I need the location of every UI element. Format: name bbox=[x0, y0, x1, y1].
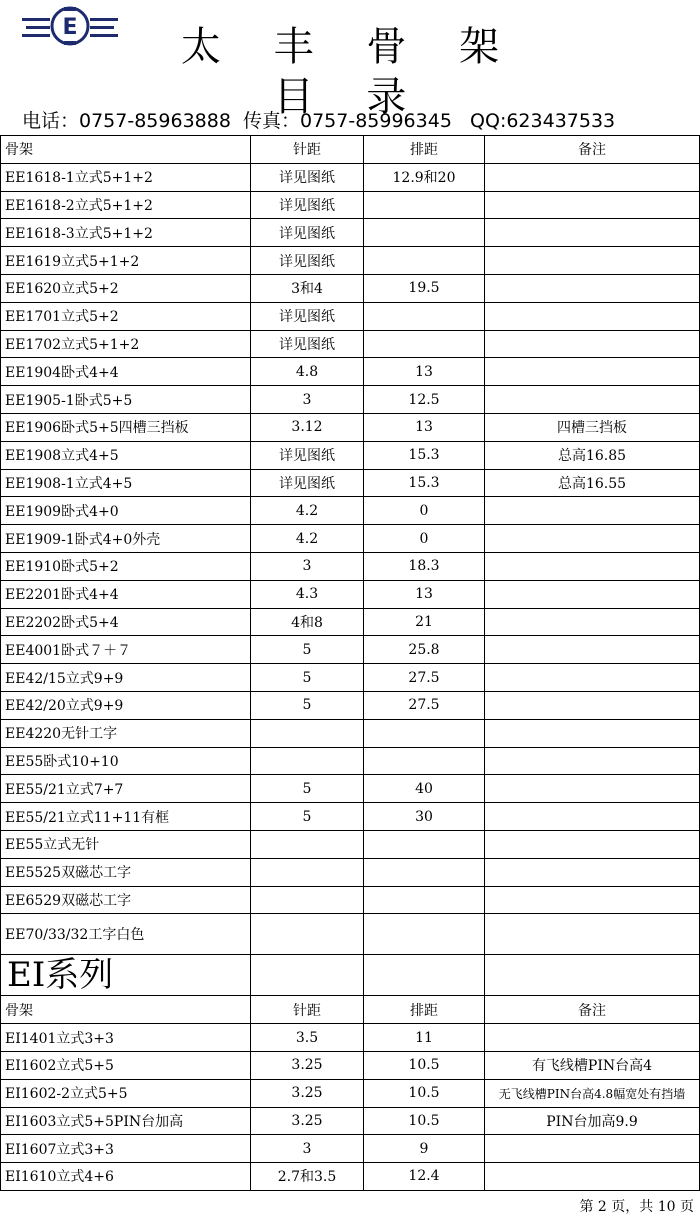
table-cell: 25.8 bbox=[364, 636, 485, 664]
table-cell: EI1401立式3+3 bbox=[1, 1024, 251, 1052]
table-cell: EE55立式无针 bbox=[1, 830, 251, 858]
table-cell: EI1610立式4+6 bbox=[1, 1163, 251, 1191]
table-row bbox=[1, 469, 700, 497]
logo-letter: E bbox=[62, 15, 78, 40]
table-cell: 12.4 bbox=[364, 1163, 485, 1191]
table-cell: 3和4 bbox=[251, 274, 364, 302]
table-cell: EE2202卧式5+4 bbox=[1, 608, 251, 636]
table-cell: 3 bbox=[251, 386, 364, 414]
table-row bbox=[1, 330, 700, 358]
table-cell: EE1701立式5+2 bbox=[1, 302, 251, 330]
table-cell: EE1618-1立式5+1+2 bbox=[1, 163, 251, 191]
section-row bbox=[1, 955, 700, 996]
table-cell: 9 bbox=[364, 1135, 485, 1163]
table-cell: EE1620立式5+2 bbox=[1, 274, 251, 302]
table-cell bbox=[364, 830, 485, 858]
table-cell bbox=[485, 247, 700, 275]
table-cell bbox=[485, 163, 700, 191]
table-cell: 0 bbox=[364, 497, 485, 525]
table-row bbox=[1, 1051, 700, 1079]
table-row bbox=[1, 274, 700, 302]
table-row bbox=[1, 747, 700, 775]
table-cell bbox=[251, 914, 364, 955]
table-cell: EE1904卧式4+4 bbox=[1, 358, 251, 386]
column-header-row-pitch: 排距 bbox=[364, 996, 485, 1024]
table-cell bbox=[485, 1024, 700, 1052]
table-cell: 11 bbox=[364, 1024, 485, 1052]
table-row bbox=[1, 191, 700, 219]
table-cell: 13 bbox=[364, 580, 485, 608]
table-cell bbox=[364, 747, 485, 775]
table-cell bbox=[485, 886, 700, 914]
table-row bbox=[1, 691, 700, 719]
column-header-remarks: 备注 bbox=[485, 996, 700, 1024]
table-cell bbox=[364, 858, 485, 886]
table-cell bbox=[251, 886, 364, 914]
table-cell bbox=[485, 608, 700, 636]
table-cell: 3.12 bbox=[251, 413, 364, 441]
table-cell: EE1910卧式5+2 bbox=[1, 552, 251, 580]
table-cell: 4.3 bbox=[251, 580, 364, 608]
table-cell bbox=[485, 803, 700, 831]
table-cell bbox=[485, 552, 700, 580]
column-header-bobbin: 骨架 bbox=[1, 136, 251, 164]
table-row bbox=[1, 1079, 700, 1107]
table-cell bbox=[485, 858, 700, 886]
table-cell: 5 bbox=[251, 636, 364, 664]
table-cell: EI1607立式3+3 bbox=[1, 1135, 251, 1163]
table-cell: 2.7和3.5 bbox=[251, 1163, 364, 1191]
table-cell: EE4001卧式７＋７ bbox=[1, 636, 251, 664]
table-row bbox=[1, 664, 700, 692]
table-cell bbox=[485, 691, 700, 719]
table-row bbox=[1, 497, 700, 525]
table-cell: EI1602立式5+5 bbox=[1, 1051, 251, 1079]
table-cell bbox=[485, 274, 700, 302]
table-cell bbox=[485, 580, 700, 608]
table-cell: 5 bbox=[251, 664, 364, 692]
table-row bbox=[1, 358, 700, 386]
table-cell: 12.9和20 bbox=[364, 163, 485, 191]
table-cell: 详见图纸 bbox=[251, 247, 364, 275]
table-cell: EE5525双磁芯工字 bbox=[1, 858, 251, 886]
table-row bbox=[1, 996, 700, 1024]
table-row bbox=[1, 914, 700, 955]
table-cell: EE1908-1立式4+5 bbox=[1, 469, 251, 497]
table-cell: 4.8 bbox=[251, 358, 364, 386]
table-cell: 3.25 bbox=[251, 1107, 364, 1135]
table-row bbox=[1, 886, 700, 914]
table-cell: EE4220无针工字 bbox=[1, 719, 251, 747]
table-cell: EE1909卧式4+0 bbox=[1, 497, 251, 525]
table-cell bbox=[485, 497, 700, 525]
table-cell: PIN台加高9.9 bbox=[485, 1107, 700, 1135]
table-cell: EE6529双磁芯工字 bbox=[1, 886, 251, 914]
column-header-row-pitch: 排距 bbox=[364, 136, 485, 164]
table-cell: 18.3 bbox=[364, 552, 485, 580]
table-cell: 总高16.55 bbox=[485, 469, 700, 497]
table-cell: 19.5 bbox=[364, 274, 485, 302]
table-cell bbox=[251, 955, 364, 996]
table-cell bbox=[485, 830, 700, 858]
column-header-pin-pitch: 针距 bbox=[251, 136, 364, 164]
table-cell bbox=[485, 747, 700, 775]
table-cell: 4.2 bbox=[251, 525, 364, 553]
table-cell: EE1702立式5+1+2 bbox=[1, 330, 251, 358]
table-cell: 15.3 bbox=[364, 469, 485, 497]
table-cell bbox=[485, 955, 700, 996]
table-cell: 详见图纸 bbox=[251, 441, 364, 469]
table-cell bbox=[485, 219, 700, 247]
table-row bbox=[1, 441, 700, 469]
table-cell: 40 bbox=[364, 775, 485, 803]
table-cell bbox=[251, 858, 364, 886]
table-cell: EE1906卧式5+5四槽三挡板 bbox=[1, 413, 251, 441]
table-row bbox=[1, 136, 700, 164]
table-cell: EE55/21立式11+11有框 bbox=[1, 803, 251, 831]
table-row bbox=[1, 525, 700, 553]
table-cell: 3 bbox=[251, 1135, 364, 1163]
column-header-remarks: 备注 bbox=[485, 136, 700, 164]
table-cell: 3 bbox=[251, 552, 364, 580]
table-cell bbox=[364, 219, 485, 247]
table-row bbox=[1, 580, 700, 608]
contact-info: 电话：0757-85963888 传真：0757-85996345 QQ:623437533 bbox=[22, 110, 616, 132]
table-row bbox=[1, 386, 700, 414]
page-footer: 第 2 页，共 10 页 bbox=[579, 1199, 694, 1215]
table-cell bbox=[364, 330, 485, 358]
table-cell bbox=[364, 302, 485, 330]
table-row bbox=[1, 247, 700, 275]
table-row bbox=[1, 302, 700, 330]
table-row bbox=[1, 775, 700, 803]
table-cell bbox=[485, 525, 700, 553]
table-cell: 4.2 bbox=[251, 497, 364, 525]
table-cell: 详见图纸 bbox=[251, 302, 364, 330]
column-header-bobbin: 骨架 bbox=[1, 996, 251, 1024]
table-row bbox=[1, 858, 700, 886]
table-cell: 详见图纸 bbox=[251, 191, 364, 219]
table-cell bbox=[251, 719, 364, 747]
table-cell bbox=[485, 302, 700, 330]
table-row bbox=[1, 413, 700, 441]
table-cell: 3.25 bbox=[251, 1051, 364, 1079]
table-row bbox=[1, 552, 700, 580]
table-cell bbox=[485, 719, 700, 747]
table-cell: 详见图纸 bbox=[251, 330, 364, 358]
table-cell: 10.5 bbox=[364, 1079, 485, 1107]
table-cell: 5 bbox=[251, 691, 364, 719]
table-cell: 13 bbox=[364, 358, 485, 386]
table-row bbox=[1, 1135, 700, 1163]
table-cell: 详见图纸 bbox=[251, 469, 364, 497]
table-cell bbox=[485, 664, 700, 692]
table-cell bbox=[485, 330, 700, 358]
table-cell: 12.5 bbox=[364, 386, 485, 414]
table-cell bbox=[251, 747, 364, 775]
table-row bbox=[1, 608, 700, 636]
table-cell: EI1603立式5+5PIN台加高 bbox=[1, 1107, 251, 1135]
table-cell bbox=[364, 191, 485, 219]
table-cell: EE42/15立式9+9 bbox=[1, 664, 251, 692]
table-cell: EE70/33/32工字白色 bbox=[1, 914, 251, 955]
table-cell bbox=[485, 386, 700, 414]
table-row bbox=[1, 163, 700, 191]
table-cell bbox=[485, 775, 700, 803]
table-cell: EE1618-3立式5+1+2 bbox=[1, 219, 251, 247]
table-cell: 13 bbox=[364, 413, 485, 441]
table-cell: 30 bbox=[364, 803, 485, 831]
table-cell: 四槽三挡板 bbox=[485, 413, 700, 441]
table-cell: EE1619立式5+1+2 bbox=[1, 247, 251, 275]
table-cell bbox=[485, 636, 700, 664]
table-cell bbox=[364, 247, 485, 275]
company-logo bbox=[22, 4, 118, 48]
table-cell bbox=[364, 719, 485, 747]
table-cell: EE55卧式10+10 bbox=[1, 747, 251, 775]
table-cell bbox=[485, 1135, 700, 1163]
column-header-pin-pitch: 针距 bbox=[251, 996, 364, 1024]
table-row bbox=[1, 1024, 700, 1052]
table-cell: 4和8 bbox=[251, 608, 364, 636]
table-cell: 5 bbox=[251, 803, 364, 831]
table-cell: EE42/20立式9+9 bbox=[1, 691, 251, 719]
table-row bbox=[1, 830, 700, 858]
table-row bbox=[1, 636, 700, 664]
table-cell: 总高16.85 bbox=[485, 441, 700, 469]
table-cell: 0 bbox=[364, 525, 485, 553]
table-cell bbox=[251, 830, 364, 858]
table-cell bbox=[485, 1163, 700, 1191]
table-row bbox=[1, 719, 700, 747]
page-title: 太 丰 骨 架 目 录 bbox=[180, 24, 520, 120]
table-cell: 21 bbox=[364, 608, 485, 636]
table-cell: EI1602-2立式5+5 bbox=[1, 1079, 251, 1107]
table-row bbox=[1, 219, 700, 247]
table-cell bbox=[364, 955, 485, 996]
table-cell bbox=[485, 914, 700, 955]
table-cell: 详见图纸 bbox=[251, 163, 364, 191]
bobbin-table bbox=[0, 135, 700, 1191]
table-cell: 详见图纸 bbox=[251, 219, 364, 247]
table-cell: 10.5 bbox=[364, 1051, 485, 1079]
table-row bbox=[1, 1107, 700, 1135]
table-cell: 27.5 bbox=[364, 691, 485, 719]
section-title: EI系列 bbox=[1, 955, 251, 996]
table-cell bbox=[364, 886, 485, 914]
table-cell bbox=[364, 914, 485, 955]
table-cell: EE1905-1卧式5+5 bbox=[1, 386, 251, 414]
table-cell: EE2201卧式4+4 bbox=[1, 580, 251, 608]
table-row bbox=[1, 1163, 700, 1191]
table-cell: EE1908立式4+5 bbox=[1, 441, 251, 469]
table-cell: EE55/21立式7+7 bbox=[1, 775, 251, 803]
table-row bbox=[1, 803, 700, 831]
table-cell: EE1909-1卧式4+0外壳 bbox=[1, 525, 251, 553]
table-cell: 3.25 bbox=[251, 1079, 364, 1107]
table-cell: 有飞线槽PIN台高4 bbox=[485, 1051, 700, 1079]
table-cell: 5 bbox=[251, 775, 364, 803]
table-cell: 3.5 bbox=[251, 1024, 364, 1052]
table-cell: EE1618-2立式5+1+2 bbox=[1, 191, 251, 219]
table-cell: 10.5 bbox=[364, 1107, 485, 1135]
table-cell bbox=[485, 191, 700, 219]
table-cell: 27.5 bbox=[364, 664, 485, 692]
table-cell bbox=[485, 358, 700, 386]
table-cell: 15.3 bbox=[364, 441, 485, 469]
table-cell: 无飞线槽PIN台高4.8幅宽处有挡墙 bbox=[485, 1079, 700, 1107]
